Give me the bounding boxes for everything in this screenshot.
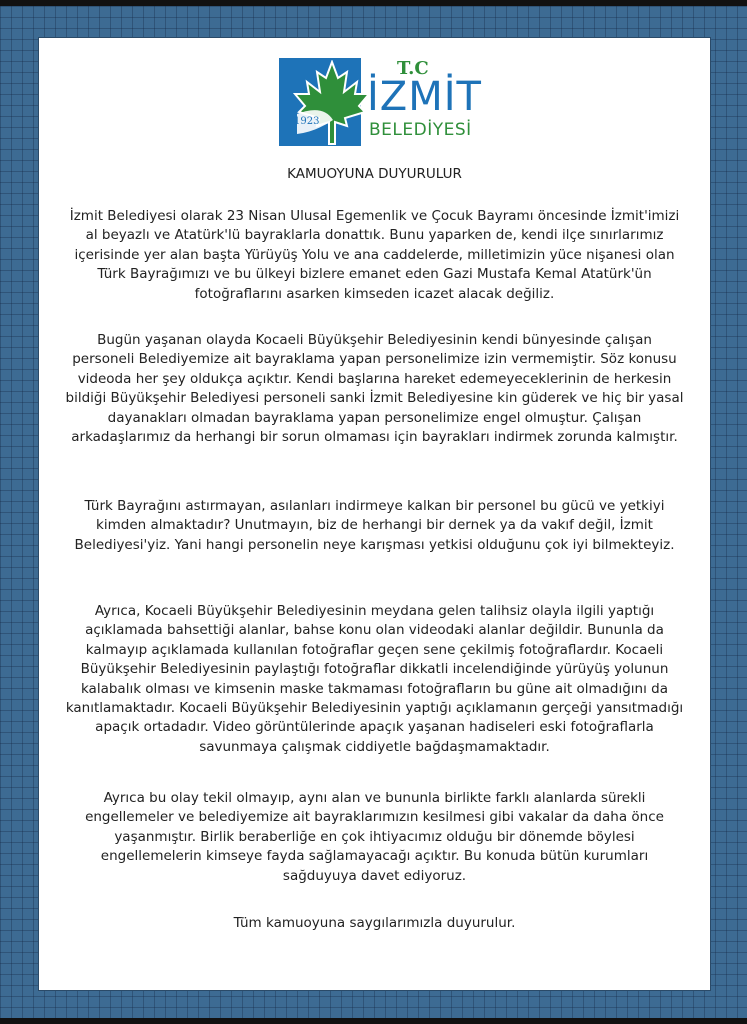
paragraph-4: Ayrıca, Kocaeli Büyükşehir Belediyesinin meydana gelen talihsiz olayla ilgili yaptığı açıklamada bahsettiği alanlar, bahse konu olan videodaki alanlar değildir. Bununla da kalmayıp açıklamada kullanılan fotoğraflar geçen sene çekilmiş fotoğraflardır. Kocaeli Büyükşehir Belediyesinin paylaştığı fotoğraflar dikkatli incelendiğinde yürüyüş yolunun kalabalık olması ve kimsenin maske takmaması fotoğrafların bu güne ait olmadığını da kanıtlamaktadır. Kocaeli Büyükşehir Belediyesinin yaptığı açıklamanın gerçeği yansıtmadığı apaçık ortadadır. Video görüntülerinde apaçık yaşanan hadiseleri eski fotoğraflarla savunmaya çalışmak ciddiyetle bağdaşmamaktadır.	[65, 603, 684, 755]
paragraph-5: Ayrıca bu olay tekil olmayıp, aynı alan ve bununla birlikte farklı alanlarda sürekli engellemeler ve belediyemize ait bayraklarımızın kesilmesi gibi vakalar da daha önce yaşanmıştır. Birlik beraberliğe en çok ihtiyacımız olduğu bir dönemde böylesi engellemelerin kimseye fayda sağlamayacağı açıktır. Bu konuda bütün kurumları sağduyuya davet ediyoruz.	[85, 790, 664, 884]
bottom-edge	[0, 1018, 747, 1024]
logo-city-name: İZMİT	[367, 74, 482, 120]
maple-leaf-icon	[293, 60, 371, 146]
announcement-title: KAMUOYUNA DUYURULUR	[287, 166, 462, 182]
paragraph-2: Bugün yaşanan olayda Kocaeli Büyükşehir Belediyesinin kendi bünyesinde çalışan personeli Belediyemize ait bayraklama yapan personelimize izin vermemiştir. Söz konusu videoda her şey oldukça açıktır. Kendi başlarına hareket edemeyeceklerinin de herkesin bildiği Büyükşehir Belediyesi personeli sanki İzmit Belediyesine kin güderek ve hiç bir yasal dayanakları olmadan bayraklama yapan personelimize engel olmuştur. Çalışan arkadaşlarımız da herhangi bir sorun olmaması için bayrakları indirmek zorunda kalmıştır.	[65, 332, 684, 446]
announcement-sheet	[39, 38, 710, 990]
izmit-municipality-logo	[279, 54, 482, 150]
closing-line: Tüm kamuoyuna saygılarımızla duyurulur.	[233, 915, 516, 931]
photo-frame-background	[0, 6, 747, 1024]
logo-year: 1923	[294, 116, 320, 127]
logo-tc: T.C	[397, 58, 429, 79]
logo-subtitle: BELEDİYESİ	[369, 120, 472, 140]
paragraph-1: İzmit Belediyesi olarak 23 Nisan Ulusal Egemenlik ve Çocuk Bayramı öncesinde İzmit'imizi al beyazlı ve Atatürk'lü bayraklarla donattık. Bunu yaparken de, kendi ilçe sınırlarımız içerisinde yer alan başta Yürüyüş Yolu ve ana caddelerde, milletimizin yüce nişanesi olan Türk Bayrağımızı ve bu ülkeyi bizlere emanet eden Gazi Mustafa Kemal Atatürk'ün fotoğraflarını asarken kimseden icazet alacak değiliz.	[69, 208, 680, 302]
paragraph-3: Türk Bayrağını astırmayan, asılanları indirmeye kalkan bir personel bu gücü ve yetkiyi kimden almaktadır? Unutmayın, biz de herhangi bir dernek ya da vakıf değil, İzmit Belediyesi'yiz. Yani hangi personelin neye karışması yetkisi olduğunu çok iyi bilmekteyiz.	[74, 498, 675, 553]
